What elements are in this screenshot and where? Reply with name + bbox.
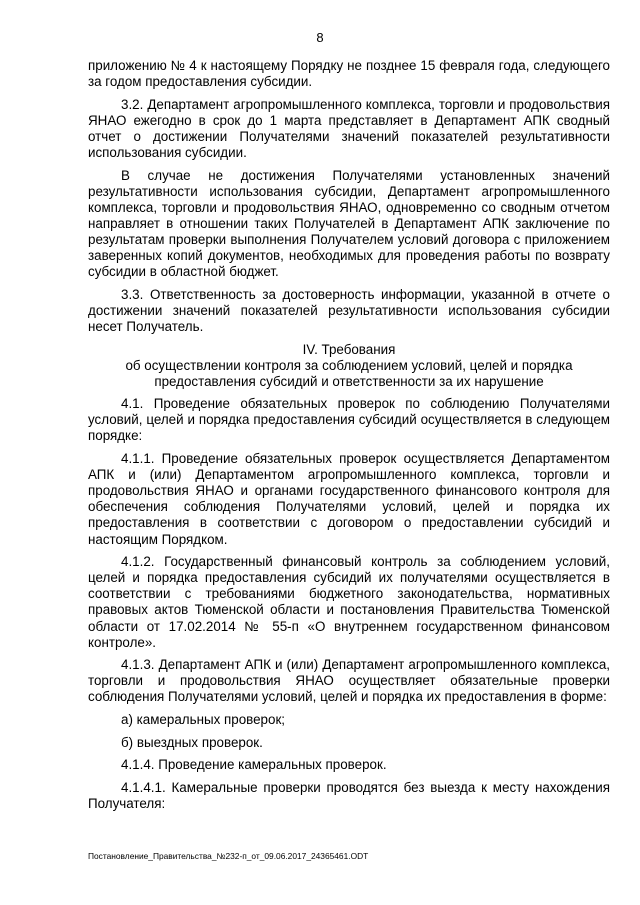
section-heading-title: IV. Требования: [302, 341, 396, 357]
paragraph: 4.1. Проведение обязательных проверок по соблюдению Получателями условий, целей и порядка предоставления субсидий осуществляется в следующем порядке:: [88, 396, 610, 444]
paragraph: 4.1.4. Проведение камеральных проверок.: [121, 757, 387, 773]
list-item: а) камеральных проверок;: [121, 711, 286, 727]
section-heading-subtitle-line: об осуществлении контроля за соблюдением условий, целей и порядка: [125, 357, 573, 373]
paragraph: 3.3. Ответственность за достоверность информации, указанной в отчете о достижении значений показателей результативности использования субсидии несет Получатель.: [88, 286, 610, 334]
paragraph: 4.1.1. Проведение обязательных проверок осуществляется Департаментом АПК и (или) Департаментом агропромышленного комплекса, торговли и продовольствия ЯНАО и органами государственного финансового контроля для обеспечения соблюдения Получателями условий, целей и порядка их предоставления в соответствии с договором о предоставлении субсидий и настоящим Порядком.: [88, 451, 610, 547]
paragraph: 4.1.2. Государственный финансовый контроль за соблюдением условий, целей и порядка предоставления субсидий их получателями осуществляется в соответствии с требованиями бюджетного законодательства, нормативных правовых актов Тюменской области и постановления Правительства Тюменской области от 17.02.2014 № 55-п «О внутреннем государственном финансовом контроле».: [88, 554, 610, 650]
document-body: [88, 58, 610, 818]
paragraph: В случае не достижения Получателями установленных значений результативности использования субсидии, Департамент агропромышленного комплекса, торговли и продовольствия ЯНАО, одновременно со сводным отчетом направляет в отношении таких Получателей в Департамент АПК заключение по результатам проверки выполнения Получателем условий договора с приложением заверенных копий документов, необходимых для проведения работы по возврату субсидии в областной бюджет.: [88, 167, 610, 280]
section-heading-subtitle-line: предоставления субсидий и ответственности за их нарушение: [154, 373, 544, 389]
paragraph: 4.1.3. Департамент АПК и (или) Департамент агропромышленного комплекса, торговли и продовольствия ЯНАО осуществляет обязательные проверки соблюдения Получателями условий, целей и порядка их предоставления в форме:: [88, 657, 610, 705]
list-item: б) выездных проверок.: [121, 734, 263, 750]
document-footer: Постановление_Правительства_№232-п_от_09.06.2017_24365461.ODT: [88, 851, 369, 861]
section-heading: [88, 342, 610, 390]
page-number: 8: [316, 30, 324, 45]
paragraph: приложению № 4 к настоящему Порядку не позднее 15 февраля года, следующего за годом предоставления субсидии.: [88, 58, 610, 90]
paragraph: 3.2. Департамент агропромышленного комплекса, торговли и продовольствия ЯНАО ежегодно в срок до 1 марта представляет в Департамент АПК сводный отчет о достижении Получателями значений показателей результативности использования субсидии.: [88, 96, 610, 160]
paragraph: 4.1.4.1. Камеральные проверки проводятся без выезда к месту нахождения Получателя:: [88, 779, 610, 811]
